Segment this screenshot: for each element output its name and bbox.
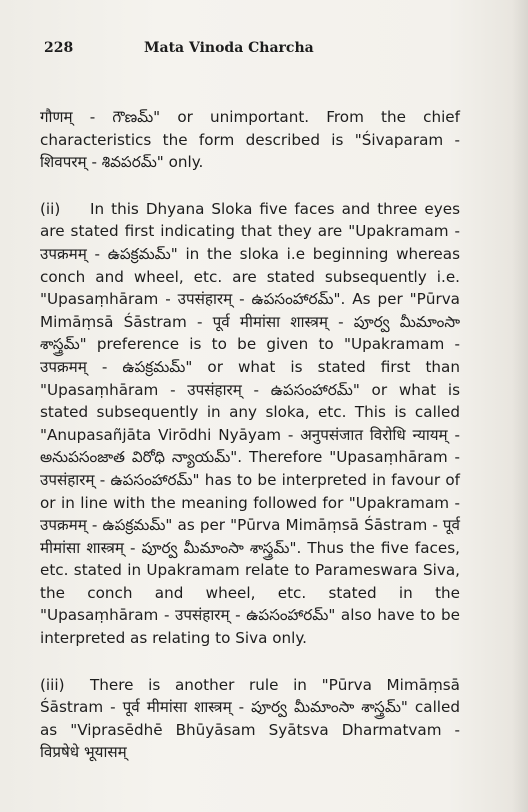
paragraph-text: There is another rule in "Pūrva Mimāṃsā Śāstram - पूर्व मीमांसा शास्त्रम् - పూర్వ మీమాంసా శాస్త్రమ్" called as "Viprasēdhē Bhūyāsam Syātsva Dharmatvam - विप्रषेधे भूयासम् [40, 675, 460, 762]
running-head [44, 40, 484, 60]
paragraph-marker: (iii) [40, 675, 65, 694]
paragraph-iii [40, 674, 460, 764]
paragraph-text: In this Dhyana Sloka five faces and three eyes are stated first indicating that they are "Upakramam - उपक्रमम् - ఉపక్రమమ్" in the sloka i.e beginning whereas conch and wheel, etc. are stated subsequently i.e. "Upasaṃhāram - उपसंहारम् - ఉపసంహారమ్". As per "Pūrva Mimāṃsā Śāstram - पूर्व मीमांसा शास्त्रम् - పూర్వ మీమాంసా శాస్త్రమ్" preference is to be given to "Upakramam - उपक्रमम् - ఉపక్రమమ్" or what is stated first than "Upasaṃhāram - उपसंहारम् - ఉపసంహారమ్" or what is stated subsequently in any sloka, etc. This is called "Anupasañjāta Virōdhi Nyāyam - अनुपसंजात विरोधि न्यायम् - అనుపసంజాత విరోధి న్యాయమ్". Therefore "Upasaṃhāram - उपसंहारम् - ఉపసంహారమ్" has to be interpreted in favour of or in line with the meaning followed for "Upakramam - उपक्रमम् - ఉపక్రమమ్" as per "Pūrva Mimāṃsā Śāstram - पूर्व मीमांसा शास्त्रम् - పూర్వ మీమాంసా శాస్త్రమ్". Thus the five faces, etc. stated in Upakramam relate to Parameswara Siva, the conch and wheel, etc. stated in the "Upasaṃhāram - उपसंहारम् - ఉపసంహారమ్" also have to be interpreted as relating to Siva only. [40, 199, 460, 648]
paragraph-marker: (ii) [40, 199, 61, 218]
paragraph-continuation [40, 106, 460, 174]
paragraph-ii [40, 198, 460, 650]
body-text [40, 106, 460, 788]
page-number: 228 [44, 40, 74, 56]
page-edge-shadow [512, 0, 528, 812]
paragraph-text: गौणम् - గౌణమ్" or unimportant. From the chief characteristics the form described is "Śivaparam - शिवपरम् - శివపరమ్" only. [40, 108, 460, 172]
book-title: Mata Vinoda Charcha [144, 40, 314, 56]
